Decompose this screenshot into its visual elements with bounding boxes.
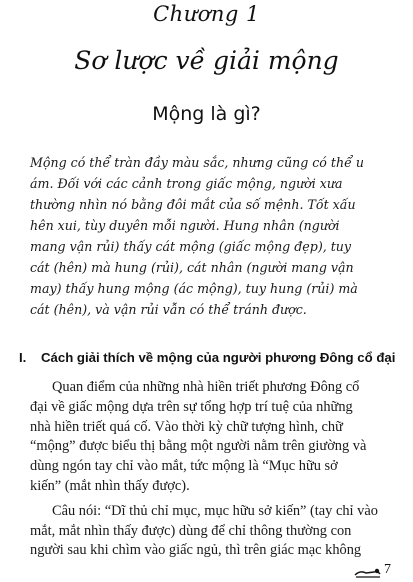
paragraph-line: đại về giấc mộng dựa trên sự tổng hợp trí tuệ của những: [30, 398, 353, 415]
intro-line: mang vận rủi) thấy cát mộng (giấc mộng đẹp), tuy: [30, 239, 352, 254]
paragraph-line: mắt, mắt nhìn thấy được) dùng để chỉ thông thường con: [30, 522, 352, 539]
paragraph-line: “mộng” được biểu thị bằng một người nằm trên giường và: [30, 438, 367, 455]
paragraph-line: kiến” (mắt nhìn thấy được).: [30, 477, 190, 494]
intro-paragraph: [30, 152, 394, 320]
section-heading: [19, 350, 403, 365]
paragraph-line: Câu nói: “Dĩ thủ chỉ mục, mục hữu sở kiến” (tay chỉ vào: [52, 502, 378, 519]
intro-line: Mộng có thể tràn đầy màu sắc, nhưng cũng có thể u: [30, 155, 364, 170]
intro-line: hên xui, tùy duyên mỗi người. Hung nhân (người: [30, 218, 340, 233]
chapter-title: Sơ lược về giải mộng: [74, 46, 339, 75]
intro-line: thường nhìn nó bằng đôi mắt của số mệnh. Tốt xấu: [30, 197, 356, 212]
paragraph-line: Quan điểm của những nhà hiền triết phương Đông cổ: [52, 379, 360, 395]
paragraph-line: nhà hiền triết quá cố. Vào thời kỳ chữ tượng hình, chữ: [30, 418, 343, 435]
sleeping-figure-icon: [354, 566, 382, 578]
section-heading-text: Cách giải thích về mộng của người phương Đông cổ đại: [41, 350, 396, 365]
paragraph-line: người sau khi chìm vào giấc ngủ, thì trên giác mạc không: [30, 542, 362, 559]
page-number-text: 7: [384, 562, 391, 577]
paragraph-line: dùng ngón tay chỉ vào mắt, tức mộng là “Mục hữu sở: [30, 458, 338, 475]
intro-line: cát (hên), và vận rủi vẫn có thể tránh được.: [30, 302, 307, 317]
section-number: I.: [19, 350, 27, 365]
intro-line: ám. Đối với các cảnh trong giấc mộng, người xưa: [30, 176, 343, 191]
paragraph: [30, 502, 394, 561]
chapter-label: Chương 1: [153, 2, 260, 26]
intro-line: may) thấy hung mộng (ác mộng), tuy hung (rủi) mà: [30, 281, 358, 296]
body-text: [30, 378, 394, 561]
paragraph: [30, 378, 394, 497]
section-subtitle: Mộng là gì?: [152, 103, 261, 125]
intro-line: cát (hên) mà hung (rủi), cát nhân (người mang vận: [30, 260, 354, 275]
page-number: [354, 562, 391, 578]
